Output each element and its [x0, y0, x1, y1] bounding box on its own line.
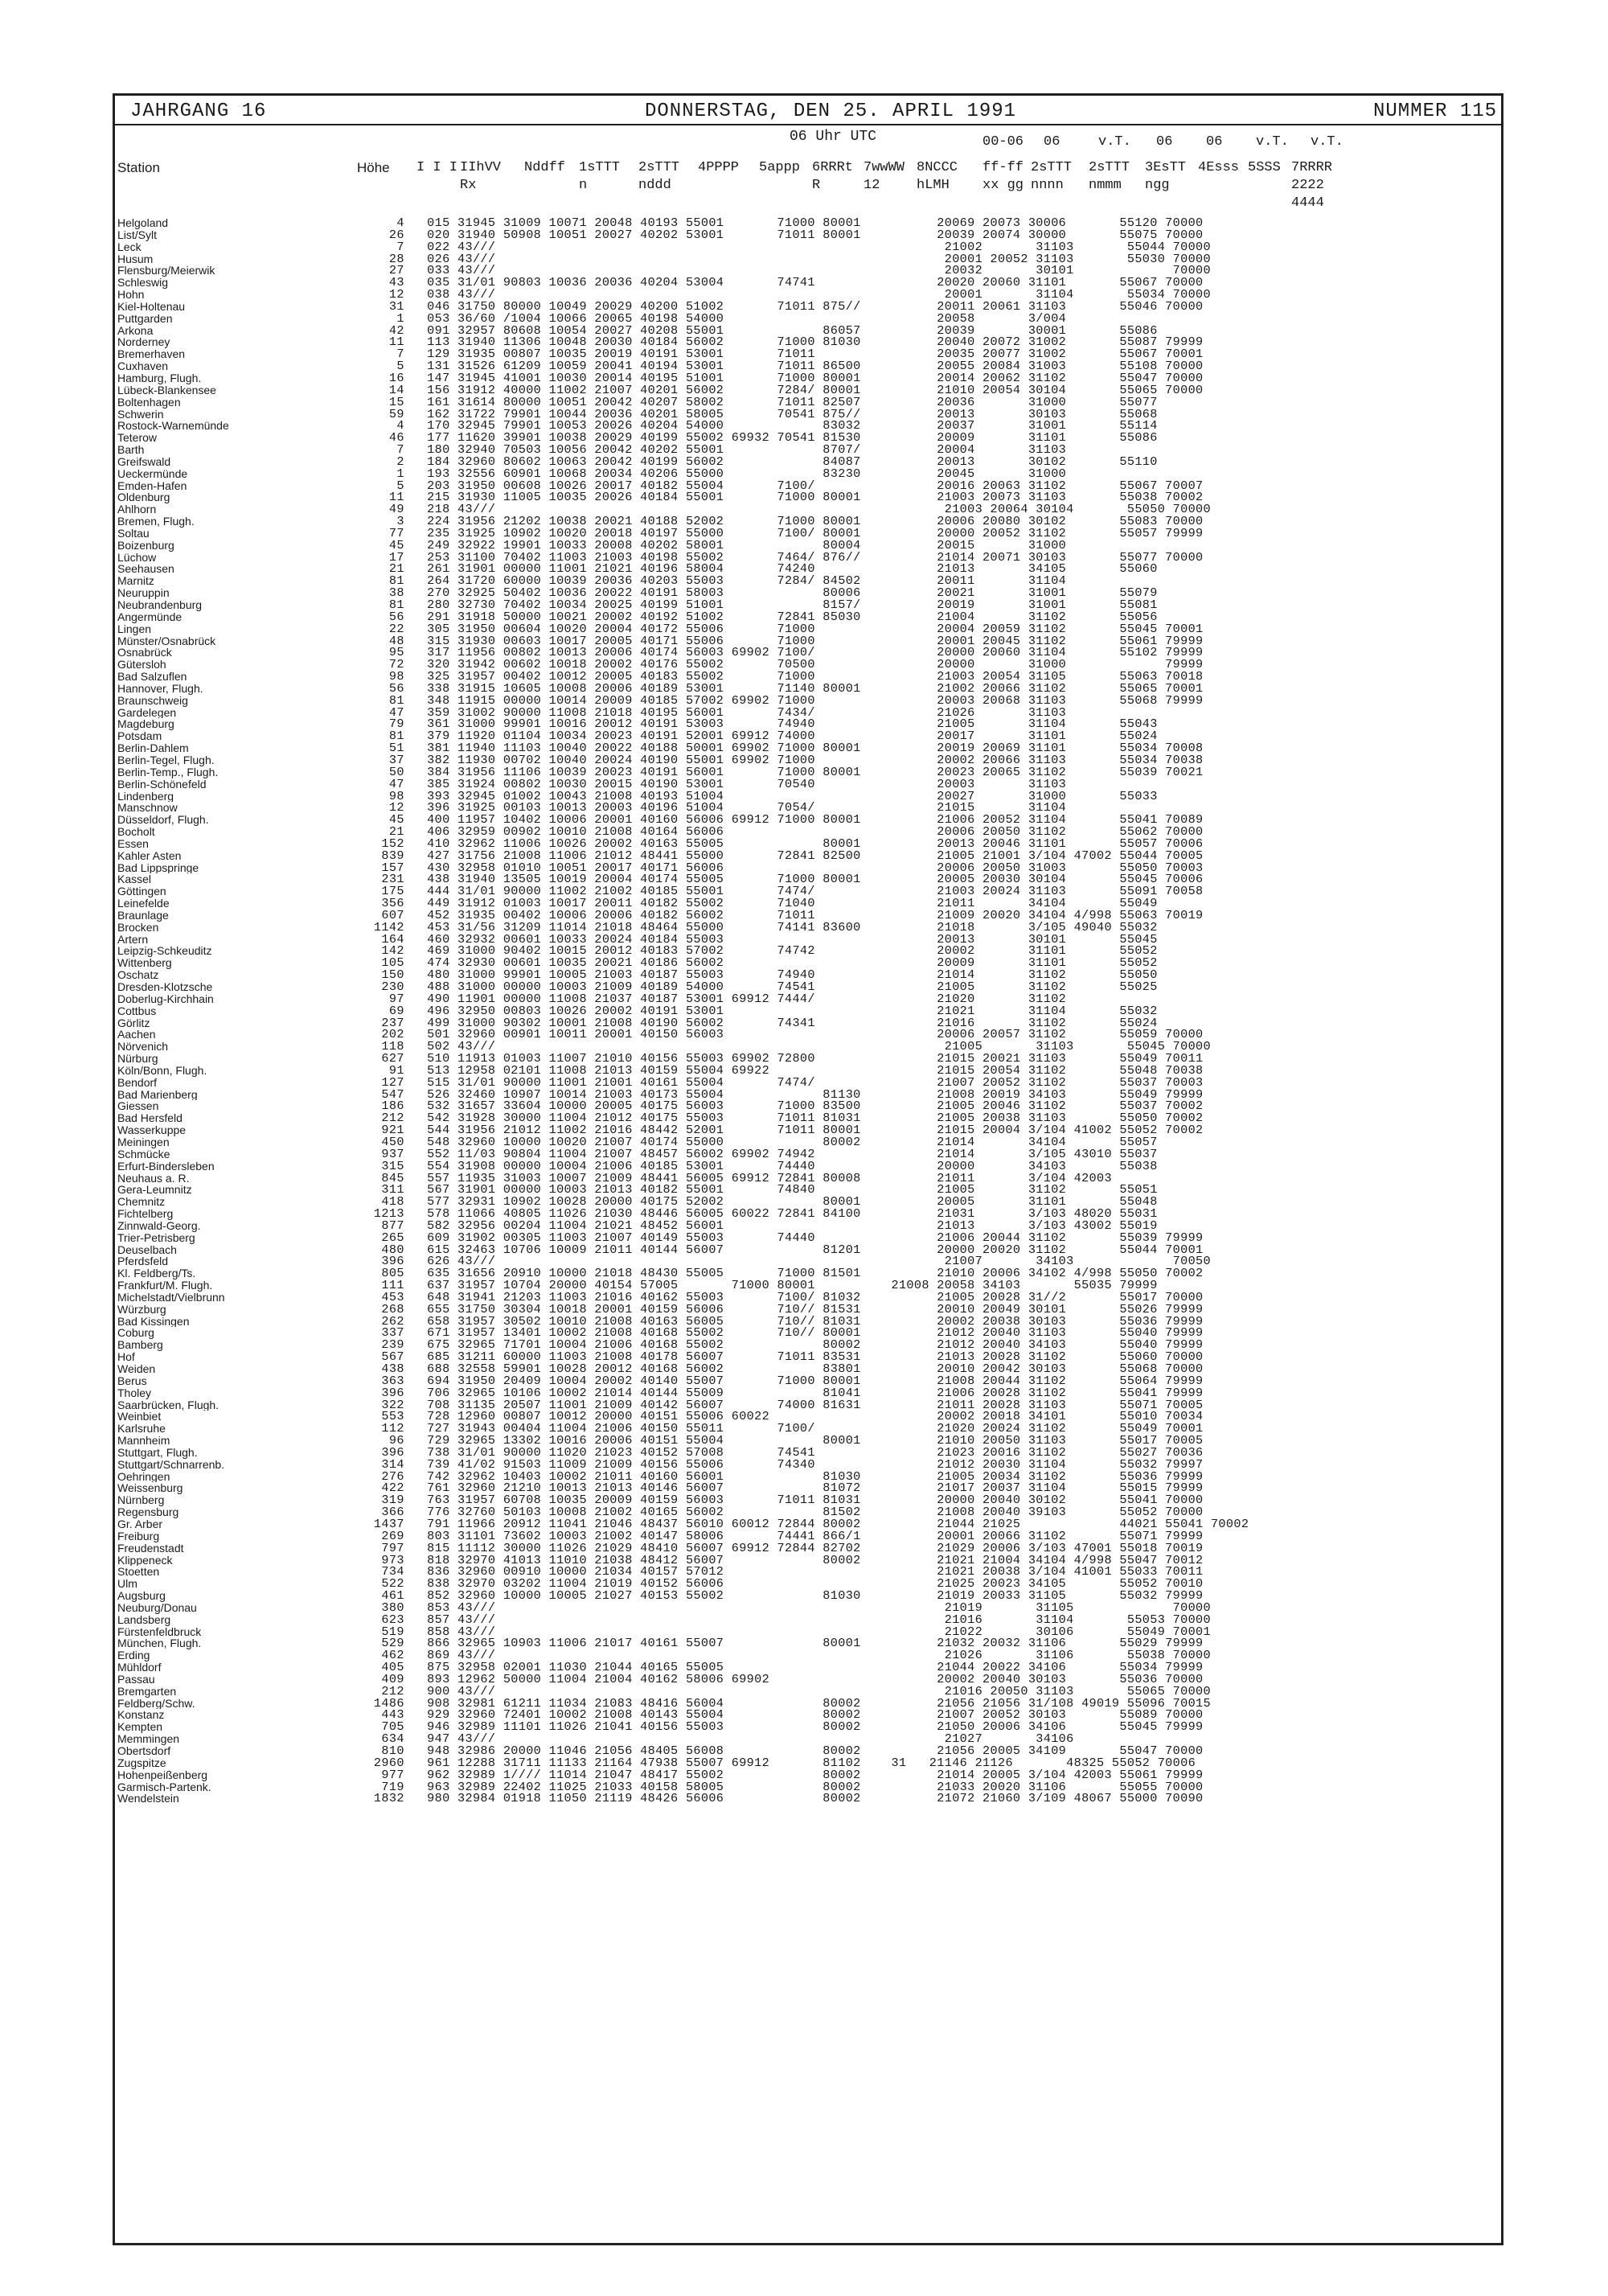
- station-name: Bremgarten: [117, 1685, 177, 1698]
- station-name: Cuxhaven: [117, 360, 169, 372]
- station-data-row: 553 728 12960 00807 10012 20000 40151 55006 60022 20002 20018 34101 55010 70034: [359, 1411, 1204, 1423]
- station-name: Leipzig-Schkeuditz: [117, 945, 212, 958]
- station-data-row: 839 427 31756 21008 11006 21012 48441 55000 72841 82500 21005 21001 3/104 47002 55044 70005: [359, 849, 1204, 862]
- station-name: Rostock-Warnemünde: [117, 420, 229, 433]
- station-name: Feldberg/Schw.: [117, 1697, 195, 1710]
- station-data-row: 51 381 11940 11103 10040 20022 40188 50001 69902 71000 80001 20019 20069 31101 55034 70008: [359, 742, 1204, 754]
- station-name: Obertsdorf: [117, 1745, 171, 1757]
- station-data-row: 462 869 43/// 21026 31106 55038 70000: [359, 1649, 1211, 1662]
- station-name: Bad Hersfeld: [117, 1112, 183, 1125]
- station-name: Trier-Petrisberg: [117, 1231, 195, 1244]
- station-name: Ulm: [117, 1578, 137, 1591]
- station-data-row: 623 857 43/// 21016 31104 55053 70000: [359, 1613, 1211, 1626]
- station-name: Greifswald: [117, 455, 171, 468]
- col-hoehe: Höhe: [357, 160, 390, 175]
- station-name: Fichtelberg: [117, 1208, 174, 1220]
- station-data-row: 45 249 32922 19901 10033 20008 40202 58001 80004 20015 31000: [359, 539, 1067, 552]
- station-data-row: 315 554 31908 00000 10004 21006 40185 53001 74440 20000 34103 55038: [359, 1160, 1158, 1173]
- col-ffff: ff-ff xx gg: [982, 160, 1024, 193]
- station-name: Fürstenfeldbruck: [117, 1625, 202, 1638]
- station-name: Stoetten: [117, 1566, 160, 1579]
- station-data-row: 46 177 11620 39901 10038 20029 40199 55002 69932 70541 81530 20009 31101 55086: [359, 432, 1158, 445]
- station-data-row: 157 430 32958 01010 10051 20017 40171 56006 20006 20050 31003 55050 70003: [359, 861, 1204, 874]
- station-name: Neubrandenburg: [117, 599, 203, 611]
- station-name: Garmisch-Partenk.: [117, 1781, 211, 1793]
- col-7rrrr: 7RRRR 2222 4444: [1291, 160, 1333, 211]
- col-2sttt-3: 2sTTT nmmm: [1089, 160, 1130, 193]
- station-name: Marnitz: [117, 575, 154, 588]
- col-6rrrt: 6RRRt R: [812, 160, 854, 193]
- station-data-row: 38 270 32925 50402 10036 20022 40191 58003 80006 20021 31001 55079: [359, 587, 1158, 599]
- station-name: Passau: [117, 1673, 155, 1686]
- station-data-row: 202 501 32960 00901 10011 20001 40150 56003 20006 20057 31102 55059 70000: [359, 1029, 1204, 1041]
- station-name: Konstanz: [117, 1709, 165, 1722]
- station-name: Lingen: [117, 622, 152, 635]
- station-data-row: 734 836 32960 00910 10000 21034 40157 57012 21021 20038 3/104 41001 55033 70011: [359, 1566, 1204, 1579]
- station-data-row: 11 215 31930 11005 10035 20026 40184 55001 71000 80001 21003 20073 31103 55038 70002: [359, 491, 1204, 504]
- station-data-row: 11 113 31940 11306 10048 20030 40184 56002 71000 81030 20040 20072 31002 55087 79999: [359, 336, 1204, 349]
- station-data-row: 127 515 31/01 90000 11001 21001 40161 55004 7474/ 21007 20052 31102 55037 70003: [359, 1076, 1204, 1089]
- station-name: Erfurt-Bindersleben: [117, 1160, 215, 1173]
- station-name: Angermünde: [117, 610, 183, 623]
- station-data-row: 79 361 31000 99901 10016 20012 40191 53003 74940 21005 31104 55043: [359, 718, 1158, 731]
- station-name: Gera-Leumnitz: [117, 1184, 192, 1197]
- col-06b: 06: [1156, 134, 1173, 150]
- station-data-row: 409 893 12962 50000 11004 21004 40162 58006 69902 20002 20040 30103 55036 70000: [359, 1673, 1204, 1686]
- col-4pppp: 4PPPP: [698, 160, 740, 175]
- station-data-row: 95 317 11956 00802 10013 20006 40174 56003 69902 7100/ 20000 20060 31104 55102 79999: [359, 647, 1204, 659]
- station-data-row: 48 315 31930 00603 10017 20005 40171 55006 71000 20001 20045 31102 55061 79999: [359, 635, 1204, 647]
- station-data-row: 529 866 32965 10903 11006 21017 40161 55007 80001 21032 20032 31106 55029 79999: [359, 1637, 1204, 1650]
- station-name: Hohenpeißenberg: [117, 1768, 208, 1781]
- station-name: Essen: [117, 837, 149, 850]
- col-2sttt: 2sTTT nddd: [638, 160, 680, 193]
- station-data-row: 42 091 32957 80608 10054 20027 40208 55001 86057 20039 30001 55086: [359, 324, 1158, 337]
- issue-number: NUMMER 115: [1373, 101, 1498, 122]
- station-name: Lüchow: [117, 551, 157, 564]
- station-name: Nürnberg: [117, 1494, 165, 1507]
- station-data-row: 443 929 32960 72401 10002 21008 40143 55004 80002 21007 20052 30103 55089 70000: [359, 1709, 1204, 1722]
- station-data-row: 164 460 32932 00601 10033 20024 40184 55003 20013 30101 55045: [359, 933, 1158, 946]
- station-data-row: 366 776 32760 50103 10008 21002 40165 56002 81502 21008 20040 39103 55052 70000: [359, 1506, 1204, 1518]
- station-name: Lindenberg: [117, 790, 174, 803]
- station-data-row: 810 948 32986 20000 11046 21056 48405 56008 80002 21056 20005 34109 55047 70000: [359, 1745, 1204, 1757]
- station-name: Münster/Osnabrück: [117, 635, 216, 647]
- station-name: Wasserkuppe: [117, 1124, 187, 1136]
- station-name: Artern: [117, 933, 149, 946]
- station-name: Saarbrücken, Flugh.: [117, 1399, 219, 1411]
- station-name: Tholey: [117, 1386, 152, 1399]
- station-name: Bad Salzuflen: [117, 671, 187, 683]
- station-data-row: 276 742 32962 10403 10002 21011 40160 56001 81030 21005 20034 31102 55036 79999: [359, 1470, 1204, 1483]
- station-name: Memmingen: [117, 1733, 180, 1745]
- station-data-row: 337 671 31957 13401 10002 21008 40168 55002 710// 80001 21012 20040 31103 55040 79999: [359, 1327, 1204, 1340]
- station-name: Neuhaus a. R.: [117, 1172, 190, 1185]
- station-data-row: 363 694 31950 20409 10004 20002 40140 55007 71000 80001 21008 20044 31102 55064 79999: [359, 1374, 1204, 1387]
- station-name: Klippeneck: [117, 1554, 173, 1567]
- station-name: Nürburg: [117, 1053, 158, 1065]
- station-name: Manschnow: [117, 802, 178, 815]
- station-data-row: 480 615 32463 10706 10009 21011 40144 56007 81201 20000 20020 31102 55044 70001: [359, 1243, 1204, 1256]
- station-data-row: 186 532 31657 33604 10000 20005 40175 56003 71000 83500 21005 20046 31102 55037 70002: [359, 1100, 1204, 1113]
- observation-data: [359, 217, 1500, 1805]
- station-name: Kempten: [117, 1721, 163, 1734]
- station-data-row: 26 020 31940 50908 10051 20027 40202 53001 71011 80001 20039 20074 30000 55075 70000: [359, 228, 1204, 241]
- station-data-row: 4 015 31945 31009 10071 20048 40193 55001 71000 80001 20069 20073 30006 55120 70000: [359, 217, 1204, 229]
- station-data-row: 28 026 43/// 20001 20052 31103 55030 70000: [359, 253, 1211, 265]
- station-name: Dresden-Klotzsche: [117, 981, 213, 993]
- station-data-row: 212 900 43/// 21016 20050 31103 55065 70000: [359, 1685, 1211, 1698]
- station-name: Flensburg/Meierwik: [117, 265, 215, 277]
- station-data-row: 977 962 32989 1//// 11014 21047 48417 55002 80002 21014 20005 3/104 42003 55061 79999: [359, 1768, 1204, 1781]
- station-data-row: 1 193 32556 60901 10068 20034 40206 55000 83230 20045 31000: [359, 467, 1067, 480]
- station-data-row: 7 022 43/// 21002 31103 55044 70000: [359, 240, 1211, 253]
- date-label: DONNERSTAG, DEN 25. APRIL 1991: [645, 101, 1017, 122]
- station-data-row: 396 706 32965 10106 10002 21014 40144 55009 81041 21006 20028 31102 55041 79999: [359, 1386, 1204, 1399]
- station-name: Berlin-Dahlem: [117, 742, 189, 754]
- station-data-row: 81 379 11920 01104 10034 20023 40191 52001 69912 74000 20017 31101 55024: [359, 730, 1158, 743]
- station-data-row: 438 688 32558 59901 10028 20012 40168 56002 83801 20010 20042 30103 55068 70000: [359, 1363, 1204, 1375]
- station-data-row: 1142 453 31/56 31209 11014 21018 48464 55000 74141 83600 21018 3/105 49040 55032: [359, 921, 1158, 934]
- station-data-row: 91 513 12958 02101 11008 21013 40159 55004 69922 21015 20054 31102 55048 70038: [359, 1064, 1204, 1077]
- station-data-row: 634 947 43/// 21027 34106: [359, 1733, 1074, 1745]
- station-data-row: 142 469 31000 90402 10015 20012 40183 57002 74742 20002 31101 55052: [359, 945, 1158, 958]
- station-name: Wittenberg: [117, 957, 172, 970]
- station-data-row: 1437 791 11966 20912 11041 21046 48437 56010 60012 72844 80002 21044 21025 44021 55041 70002: [359, 1518, 1249, 1530]
- station-data-row: 311 567 31901 00000 10003 21013 40182 55001 74840 21005 31102 55051: [359, 1184, 1158, 1197]
- station-name: Hannover, Flugh.: [117, 682, 203, 695]
- station-name: Bad Kissingen: [117, 1315, 190, 1328]
- station-name: Bremen, Flugh.: [117, 515, 195, 528]
- station-name: Neuburg/Donau: [117, 1601, 197, 1614]
- station-name: Frankfurt/M. Flugh.: [117, 1279, 213, 1292]
- station-name: Kahler Asten: [117, 849, 182, 862]
- station-name: Teterow: [117, 432, 158, 445]
- col-1sttt: 1sTTT n: [579, 160, 621, 193]
- station-data-row: 14 156 31912 40000 11002 21007 40201 56002 7284/ 80001 21010 20054 30104 55065 70000: [359, 384, 1204, 396]
- station-data-row: 105 474 32930 00601 10035 20021 40186 56002 20009 31101 55052: [359, 957, 1158, 970]
- station-name: Weinbiet: [117, 1411, 162, 1423]
- station-data-row: 719 963 32989 22402 11025 21033 40158 58005 80002 21033 20020 31106 55055 70000: [359, 1781, 1204, 1793]
- station-name: Pferdsfeld: [117, 1255, 169, 1268]
- station-name: Leck: [117, 240, 142, 253]
- station-data-row: 269 803 31101 73602 10003 21002 40147 58006 74441 866/1 20001 20066 31102 55071 79999: [359, 1530, 1204, 1542]
- station-data-row: 450 548 32960 10000 10020 21007 40174 55000 80002 21014 34104 55057: [359, 1136, 1158, 1148]
- col-8nccc: 8NCCC hLMH: [917, 160, 958, 193]
- station-data-row: 12 038 43/// 20001 31104 55034 70000: [359, 289, 1211, 301]
- col-vt3: v.T.: [1311, 134, 1343, 150]
- station-name: Weiden: [117, 1363, 156, 1375]
- station-data-row: 356 449 31912 01003 10017 20011 40182 55002 71040 21011 34104 55049: [359, 897, 1158, 910]
- station-data-row: 262 658 31957 30502 10010 21008 40163 56005 710// 81031 20002 20038 30103 55036 79999: [359, 1315, 1204, 1328]
- station-name: Ahlhorn: [117, 503, 157, 516]
- col-iii: I I I: [416, 160, 458, 175]
- station-name: Boltenhagen: [117, 396, 181, 409]
- station-data-row: 96 729 32965 13302 10016 20006 40151 55004 80001 21010 20050 31103 55017 70005: [359, 1435, 1204, 1447]
- station-name: Giessen: [117, 1100, 159, 1113]
- station-data-row: 522 838 32970 03202 11004 21019 40152 56006 21025 20023 34105 55052 70010: [359, 1578, 1204, 1591]
- station-data-row: 396 626 43/// 21007 34103 70050: [359, 1255, 1211, 1268]
- station-name: Göttingen: [117, 885, 166, 898]
- station-name: Meiningen: [117, 1136, 170, 1148]
- station-name: Arkona: [117, 324, 154, 337]
- station-name: Ueckermünde: [117, 467, 188, 480]
- station-data-row: 22 305 31950 00604 10020 20004 40172 55006 71000 20004 20059 31102 55045 70001: [359, 622, 1204, 635]
- station-data-row: 230 488 31000 00000 10003 21009 40189 54000 74541 21005 31102 55025: [359, 981, 1158, 993]
- station-data-row: 56 291 31918 50000 10021 20002 40192 51002 72841 85030 21004 31102 55056: [359, 610, 1158, 623]
- station-data-row: 175 444 31/01 90000 11002 21002 40185 55001 7474/ 21003 20024 31103 55091 70058: [359, 885, 1204, 898]
- station-name: Berlin-Schönefeld: [117, 778, 207, 791]
- station-name: Potsdam: [117, 730, 162, 743]
- station-name: Gardelegen: [117, 706, 177, 719]
- station-name: Cottbus: [117, 1004, 157, 1017]
- col-vt2: v.T.: [1256, 134, 1289, 150]
- col-06a: 06: [1044, 134, 1060, 150]
- station-data-row: 461 852 32960 10000 10005 21027 40153 55002 81030 21019 20033 31105 55032 79999: [359, 1590, 1204, 1602]
- station-name: Mühldorf: [117, 1661, 162, 1674]
- station-name: Braunschweig: [117, 694, 188, 707]
- station-data-row: 7 180 32940 70503 10056 20042 40202 55001 8707/ 20004 31103: [359, 444, 1067, 456]
- station-data-row: 77 235 31925 10902 10020 20018 40197 55000 7100/ 80001 20000 20052 31102 55057 79999: [359, 527, 1204, 540]
- station-data-row: 21 406 32959 00902 10010 21008 40164 56006 20006 20050 31102 55062 70000: [359, 826, 1204, 838]
- station-name: Seehausen: [117, 563, 174, 576]
- station-name: Freiburg: [117, 1530, 160, 1542]
- col-station: Station: [117, 160, 160, 175]
- station-data-row: 49 218 43/// 21003 20064 30104 55050 70000: [359, 503, 1211, 516]
- station-data-row: 31 046 31750 80000 10049 20029 40200 51002 71011 875// 20011 20061 31103 55046 70000: [359, 300, 1204, 313]
- station-name: Husum: [117, 253, 154, 265]
- station-data-row: 877 582 32956 00204 11004 21021 48452 56001 21013 3/103 43002 55019: [359, 1219, 1158, 1232]
- station-data-row: 5 203 31950 00608 10026 20017 40182 55004 7100/ 20016 20063 31102 55067 70007: [359, 479, 1204, 492]
- col-5appp: 5appp: [759, 160, 801, 175]
- station-name: Weissenburg: [117, 1482, 183, 1495]
- station-name: Schwerin: [117, 408, 164, 421]
- station-name: Hohn: [117, 289, 145, 301]
- col-nddff: Nddff: [524, 160, 566, 175]
- station-name: Oschatz: [117, 969, 159, 981]
- station-name: Leinefelde: [117, 897, 170, 910]
- station-name: Barth: [117, 444, 145, 456]
- station-name: List/Sylt: [117, 228, 158, 241]
- station-data-row: 5 131 31526 61209 10059 20041 40194 53001 71011 86500 20055 20084 31003 55108 70000: [359, 360, 1204, 372]
- station-name: Chemnitz: [117, 1196, 166, 1209]
- station-name: Osnabrück: [117, 647, 172, 659]
- station-data-row: 268 655 31750 30304 10018 20001 40159 56006 710// 81531 20010 20049 30101 55026 79999: [359, 1303, 1204, 1316]
- station-name: Kl. Feldberg/Ts.: [117, 1267, 196, 1280]
- col-5ssss: 5SSS: [1248, 160, 1281, 175]
- col-period: 00-06: [982, 134, 1024, 150]
- station-name: München, Flugh.: [117, 1637, 202, 1650]
- station-data-row: 1213 578 11066 40805 11026 21030 48446 56005 60022 72841 84100 21031 3/103 48020 55031: [359, 1208, 1158, 1220]
- station-data-row: 1832 980 32984 01918 11050 21119 48426 56006 80002 21072 21060 3/109 48067 55000 70090: [359, 1793, 1204, 1805]
- station-data-row: 4 170 32945 79901 10053 20026 40204 54000 83032 20037 31001 55114: [359, 420, 1158, 433]
- station-name: Gütersloh: [117, 659, 166, 672]
- station-data-row: 21 261 31901 00000 11001 21021 40196 58004 74240 21013 34105 55060: [359, 563, 1158, 576]
- station-name: Augsburg: [117, 1590, 166, 1602]
- station-data-row: 805 635 31656 20910 10000 21018 48430 55005 71000 81501 21010 20006 34102 4/998 55050 70002: [359, 1267, 1204, 1280]
- station-data-row: 405 875 32958 02001 11030 21044 40165 55005 21044 20022 34106 55034 79999: [359, 1661, 1204, 1674]
- station-data-row: 98 393 32945 01002 10043 21008 40193 51004 20027 31000 55033: [359, 790, 1158, 803]
- station-data-row: 1 053 36/60 /1004 10066 20065 40198 54000 20058 3/004: [359, 312, 1067, 325]
- station-name: Zugspitze: [117, 1756, 166, 1769]
- station-data-row: 27 033 43/// 20032 30101 70000: [359, 265, 1211, 277]
- col-3esttt: 3EsTT ngg: [1145, 160, 1187, 193]
- station-data-row: 845 557 11935 31003 10007 21009 48441 56005 69912 72841 80008 21011 3/104 42003: [359, 1172, 1112, 1185]
- station-data-row: 973 818 32970 41013 11010 21038 48412 56007 80002 21021 21004 34104 4/998 55047 70012: [359, 1554, 1204, 1567]
- station-data-row: 453 648 31941 21203 11003 21016 40162 55003 7100/ 81032 21005 20028 31//2 55017 70000: [359, 1291, 1204, 1304]
- station-name: Schmücke: [117, 1148, 170, 1160]
- station-name: Hamburg, Flugh.: [117, 372, 202, 384]
- station-data-row: 72 320 31942 00602 10018 20002 40176 55002 70500 20000 31000 79999: [359, 659, 1204, 672]
- station-data-row: 797 815 11112 30000 11026 21029 48410 56007 69912 72844 82702 21029 20006 3/103 47001 55018 70019: [359, 1542, 1204, 1555]
- station-name: Berlin-Tegel, Flugh.: [117, 754, 215, 766]
- station-data-row: 16 147 31945 41001 10030 20014 40195 51001 71000 80001 20014 20062 31102 55047 70000: [359, 372, 1204, 384]
- station-name: Wendelstein: [117, 1793, 179, 1805]
- station-data-row: 81 264 31720 60000 10039 20036 40203 55003 7284/ 84502 20011 31104: [359, 575, 1067, 588]
- station-name: Erding: [117, 1649, 150, 1662]
- station-data-row: 98 325 31957 00402 10012 20005 40183 55002 71000 21003 20054 31105 55063 70018: [359, 671, 1204, 683]
- station-data-row: 418 577 32931 10902 10028 20000 40175 52002 80001 20005 31101 55048: [359, 1196, 1158, 1209]
- station-name: Düsseldorf, Flugh.: [117, 814, 209, 827]
- station-name: Schleswig: [117, 277, 169, 290]
- header-divider: [113, 124, 1503, 125]
- station-name: Oehringen: [117, 1470, 170, 1483]
- col-06c: 06: [1206, 134, 1223, 150]
- col-7wwww: 7wwWW 12: [863, 160, 905, 193]
- station-data-row: 547 526 32460 10907 10014 21003 40173 55004 81130 21008 20019 34103 55049 79999: [359, 1088, 1204, 1101]
- station-data-row: 627 510 11913 01003 11007 21010 40156 55003 69902 72800 21015 20021 31103 55049 70011: [359, 1053, 1204, 1065]
- station-name: Köln/Bonn, Flugh.: [117, 1064, 207, 1077]
- station-data-row: 314 739 41/02 91503 11009 21009 40156 55006 74340 21012 20030 31104 55032 79997: [359, 1458, 1204, 1471]
- station-name: Neuruppin: [117, 587, 170, 599]
- station-data-row: 81 280 32730 70402 10034 20025 40199 51001 8157/ 20019 31001 55081: [359, 599, 1158, 611]
- station-data-row: 239 675 32965 71701 10004 21006 40168 55002 80002 21012 20040 34103 55040 79999: [359, 1339, 1204, 1352]
- station-data-row: 231 438 31940 13505 10019 20004 40174 55005 71000 80001 20005 20030 30104 55045 70006: [359, 873, 1204, 886]
- station-name: Regensburg: [117, 1506, 179, 1518]
- station-data-row: 567 685 31211 60000 11003 21008 40178 56007 71011 83531 21013 20028 31102 55060 70000: [359, 1351, 1204, 1363]
- station-data-row: 2 184 32960 80602 10063 20042 40199 56002 84087 20013 30102 55110: [359, 455, 1158, 468]
- station-name: Magdeburg: [117, 718, 174, 731]
- station-names: [117, 217, 359, 1805]
- station-data-row: 7 129 31935 00807 10035 20019 40191 53001 71011 20035 20077 31002 55067 70001: [359, 348, 1204, 361]
- station-data-row: 17 253 31100 70402 11003 21003 40198 55002 7464/ 876// 21014 20071 30103 55077 70000: [359, 551, 1204, 564]
- station-name: Stuttgart/Schnarrenb.: [117, 1458, 225, 1471]
- station-data-row: 47 385 31924 00802 10030 20015 40190 53001 70540 20003 31103: [359, 778, 1067, 791]
- station-data-row: 69 496 32950 00803 10026 20002 40191 53001 21021 31104 55032: [359, 1004, 1158, 1017]
- station-data-row: 59 162 31722 79901 10044 20036 40201 58005 70541 875// 20013 30103 55068: [359, 408, 1158, 421]
- station-name: Görlitz: [117, 1017, 150, 1029]
- station-data-row: 322 708 31135 20507 11001 21009 40142 56007 74000 81631 21011 20028 31103 55071 70005: [359, 1399, 1204, 1411]
- station-data-row: 56 338 31915 10605 10008 20006 40189 53001 71140 80001 21002 20066 31102 55065 70001: [359, 682, 1204, 695]
- station-data-row: 422 761 32960 21210 10013 21013 40146 56007 81072 21017 20037 31104 55015 79999: [359, 1482, 1204, 1495]
- station-name: Bamberg: [117, 1339, 163, 1352]
- station-name: Zinnwald-Georg.: [117, 1219, 201, 1232]
- station-name: Puttgarden: [117, 312, 173, 325]
- col-vt1: v.T.: [1098, 134, 1131, 150]
- station-name: Bad Marienberg: [117, 1088, 198, 1101]
- col-iihvv: IIhVV Rx: [460, 160, 502, 193]
- volume-label: JAHRGANG 16: [130, 101, 267, 122]
- station-data-row: 921 544 31956 21012 11002 21016 48442 52001 71011 80001 21015 20004 3/104 41002 55052 70002: [359, 1124, 1204, 1136]
- station-name: Gr. Arber: [117, 1518, 163, 1530]
- station-data-row: 12 396 31925 00103 10013 20003 40196 51004 7054/ 21015 31104: [359, 802, 1067, 815]
- station-data-row: 212 542 31928 30000 11004 21012 40175 55003 71011 81031 21005 20038 31103 55050 70002: [359, 1112, 1204, 1125]
- station-name: Mannheim: [117, 1435, 170, 1447]
- station-name: Kassel: [117, 873, 152, 886]
- station-name: Coburg: [117, 1327, 154, 1340]
- station-name: Hof: [117, 1351, 135, 1363]
- station-name: Lübeck-Blankensee: [117, 384, 216, 396]
- station-data-row: 319 763 31957 60708 10035 20009 40159 56003 71011 81031 20000 20040 30102 55041 70000: [359, 1494, 1204, 1507]
- station-name: Bocholt: [117, 826, 155, 838]
- station-name: Stuttgart, Flugh.: [117, 1446, 198, 1459]
- station-data-row: 37 382 11930 00702 10040 20024 40190 55001 69902 71000 20002 20066 31103 55034 70038: [359, 754, 1204, 766]
- station-name: Berlin-Temp., Flugh.: [117, 766, 219, 778]
- station-data-row: 43 035 31/01 90803 10036 20036 40204 53004 74741 20020 20060 31101 55067 70000: [359, 277, 1204, 290]
- station-name: Berus: [117, 1374, 147, 1387]
- station-name: Deuselbach: [117, 1243, 177, 1256]
- station-name: Karlsruhe: [117, 1423, 166, 1436]
- station-name: Braunlage: [117, 909, 169, 922]
- station-name: Freudenstadt: [117, 1542, 184, 1555]
- station-data-row: 380 853 43/// 21019 31105 70000: [359, 1601, 1211, 1614]
- station-data-row: 396 738 31/01 90000 11020 21023 40152 57008 74541 21023 20016 31102 55027 70036: [359, 1446, 1204, 1459]
- station-name: Kiel-Holtenau: [117, 300, 186, 313]
- station-data-row: 118 502 43/// 21005 31103 55045 70000: [359, 1041, 1211, 1054]
- station-data-row: 937 552 11/03 90804 11004 21007 48457 56002 69902 74942 21014 3/105 43010 55037: [359, 1148, 1158, 1160]
- station-name: Aachen: [117, 1029, 156, 1041]
- station-name: Emden-Hafen: [117, 479, 187, 492]
- station-name: Michelstadt/Vielbrunn: [117, 1291, 225, 1304]
- station-data-row: 81 348 11915 00000 10014 20009 40185 57002 69902 71000 20003 20068 31103 55068 79999: [359, 694, 1204, 707]
- station-data-row: 47 359 31002 90000 11008 21018 40195 56001 7434/ 21026 31103: [359, 706, 1067, 719]
- station-data-row: 111 637 31957 10704 20000 40154 57005 71000 80001 21008 20058 34103 55035 79999: [359, 1279, 1158, 1292]
- station-name: Bad Lippspringe: [117, 861, 199, 874]
- station-data-row: 3 224 31956 21202 10038 20021 40188 52002 71000 80001 20006 20080 30102 55083 70000: [359, 515, 1204, 528]
- observation-time: 06 Uhr UTC: [790, 129, 877, 145]
- station-name: Soltau: [117, 527, 150, 540]
- station-data-row: 237 499 31000 90302 10001 21008 40190 56002 74341 21016 31102 55024: [359, 1017, 1158, 1029]
- col-2sttt-2: 2sTTT nnnn: [1031, 160, 1073, 193]
- station-name: Bremerhaven: [117, 348, 186, 361]
- station-data-row: 50 384 31956 11106 10039 20023 40191 56001 71000 80001 20023 20065 31102 55039 70021: [359, 766, 1204, 778]
- station-data-row: 45 400 11957 10402 10006 20001 40160 56006 69912 71000 80001 21006 20052 31104 55041 70089: [359, 814, 1204, 827]
- station-name: Nörvenich: [117, 1041, 169, 1054]
- station-name: Helgoland: [117, 217, 169, 229]
- station-name: Würzburg: [117, 1303, 166, 1316]
- station-data-row: 97 490 11901 00000 11008 21037 40187 53001 69912 7444/ 21020 31102: [359, 992, 1067, 1005]
- station-name: Doberlug-Kirchhain: [117, 992, 214, 1005]
- station-name: Boizenburg: [117, 539, 174, 552]
- station-data-row: 15 161 31614 80000 10051 20042 40207 58002 71011 82507 20036 31000 55077: [359, 396, 1158, 409]
- station-data-row: 2960 961 12288 31711 11133 21164 47938 55007 69912 81102 31 21146 21126 48325 55052 70006: [359, 1756, 1196, 1769]
- station-data-row: 519 858 43/// 21022 30106 55049 70001: [359, 1625, 1211, 1638]
- station-data-row: 150 480 31000 99901 10005 21003 40187 55003 74940 21014 31102 55050: [359, 969, 1158, 981]
- station-name: Brocken: [117, 921, 159, 934]
- station-name: Landsberg: [117, 1613, 171, 1626]
- col-4esss: 4Esss: [1198, 160, 1240, 175]
- station-data-row: 705 946 32989 11101 11026 21041 40156 55003 80002 21050 20006 34106 55045 79999: [359, 1721, 1204, 1734]
- station-name: Norderney: [117, 336, 170, 349]
- station-data-row: 112 727 31943 00404 11004 21006 40150 55011 7100/ 21020 20024 31102 55049 70001: [359, 1423, 1204, 1436]
- station-data-row: 1486 908 32981 61211 11034 21083 48416 56004 80002 21056 21056 31/108 49019 55096 70015: [359, 1697, 1211, 1710]
- station-name: Oldenburg: [117, 491, 170, 504]
- station-name: Bendorf: [117, 1076, 158, 1089]
- station-data-row: 152 410 32962 11006 10026 20002 40163 55005 80001 20013 20046 31101 55057 70006: [359, 837, 1204, 850]
- station-data-row: 607 452 31935 00402 10006 20006 40182 56002 71011 21009 20020 34104 4/998 55063 70019: [359, 909, 1204, 922]
- station-data-row: 265 609 31902 00305 11003 21007 40149 55003 74440 21006 20044 31102 55039 79999: [359, 1231, 1204, 1244]
